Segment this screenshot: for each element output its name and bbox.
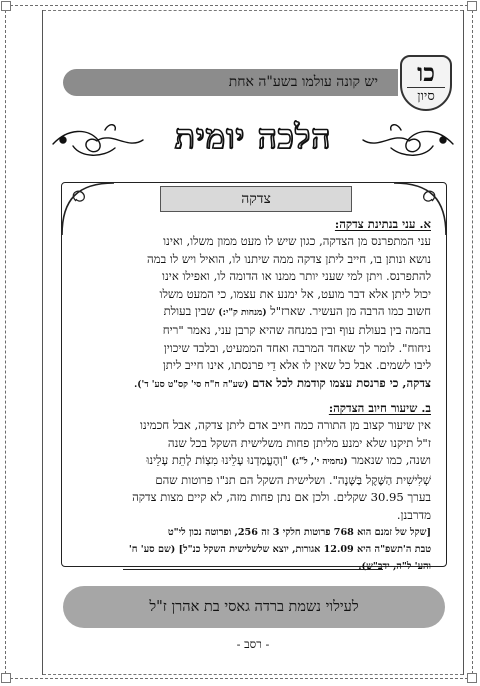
closing-rule: [123, 569, 383, 570]
paragraph-a-text: צדקה, כי פרנסת עצמו קודמת לכל אדם: [252, 375, 431, 390]
source-citation: (שע"ה ח"ח סי' קס"ט סע' ד').: [134, 379, 249, 390]
bracket-note-line: והע' ל"ה, ידב"ש).: [358, 560, 431, 572]
paragraph-a-text: חשוב כמו הרבה מן העשיר. שארז"ל: [270, 304, 431, 319]
frame-corner: [467, 1, 477, 11]
top-rule: [43, 10, 463, 11]
date-badge: [400, 55, 452, 111]
paragraph-a-line: ליבו לשמים. אבל כל שאין לו אלא דֵי פרנסתו, אינו חייב ליתן: [162, 358, 431, 373]
paragraph-a-line: [85, 303, 431, 322]
paragraph-a-line: עני המתפרנס מן הצדקה, כגון שיש לו מעט ממון משלו, ואינו: [163, 234, 431, 249]
paragraph-b-text: ושנה, כמו שנאמר: [351, 453, 431, 468]
paragraph-a-line: יכול ליתן אלא דבר מועט, אל ימנע את עצמו, כי המעט משלו: [159, 286, 431, 301]
paragraph-b-heading: ב. שיעור חיוב הצדקה:: [328, 401, 431, 416]
halacha-body: [85, 216, 431, 575]
main-title: הלכה יומית: [174, 117, 332, 156]
frame-corner: [1, 673, 11, 683]
date-day: כו: [417, 58, 435, 87]
bottom-border: [43, 674, 463, 675]
motto-bar: [63, 69, 398, 96]
section-title: צדקה: [160, 186, 352, 212]
paragraph-b-text: "וְהֶעֱמַדְנוּ עָלֵינוּ מִצְוֹת לָתֵת עָלֵינוּ: [146, 453, 288, 468]
paragraph-b-line: ז"ל תיקנו שלא ימנע מליתן פחות משלישית השקל בכל שנה: [167, 435, 431, 450]
paragraph-a-line: נושא ונותן בו, חייב ליתן צדקה ממה שיתנו לו, הואיל ויש לו במה: [147, 251, 431, 266]
paragraph-b-line: אין שיעור קצוב מן התורה כמה חייב אדם ליתן צדקה, אבל חכמינו: [139, 418, 431, 433]
paragraph-a-line: להתפרנס. ויתן למי שעני יותר ממנו או הדומה לו, ואפילו אינו: [162, 269, 431, 284]
dedication-text: לעילוי נשמת ברדה גאסי בת אהרן ז"ל: [149, 599, 359, 615]
page: [42, 10, 464, 675]
frame-corner: [1, 1, 11, 11]
paragraph-b-line: שְׁלִישִׁית הַשֶּׁקֶל בַּשָּׁנָה". ושלישית השקל הם תנ"ו פרוטות שהם: [155, 472, 431, 487]
paragraph-a-heading: א. עני בנתינת צדקה:: [334, 217, 431, 231]
bracket-note-line: טבת ה'תשפ"ה היא 12.09 אגורות, יוצא שלשלישית השקל כנ"ל] (שם סע' ח': [128, 543, 431, 555]
paragraph-b-line: בערך 30.95 שקלים. ולכן אם נתן פחות מזה, לא קיים מצות צדקה: [132, 490, 431, 505]
page-number: - רסב -: [236, 637, 270, 651]
paragraph-a-line: [85, 375, 431, 394]
date-month: סיון: [417, 89, 435, 104]
paragraph-a-line: בהמה בין בעולת עוף ובין במנחה שהיא קרבן עני, נאמר "ריח: [162, 323, 431, 338]
paragraph-a-text: שבין בעולת: [163, 304, 215, 319]
paragraph-a-line: ניחוח". לומר לך שאחד המרבה ואחד הממעיט, ובלבד שיכוין: [163, 340, 431, 355]
frame-corner: [467, 673, 477, 683]
paragraph-b-line: מדרבנן.: [396, 507, 431, 522]
bracket-note-line: [שקל של זמנם הוא 768 פרוטות חלקי 3 זה 256, ופרוטה נכון לי"ט: [167, 526, 431, 538]
title-banner: [43, 110, 463, 168]
dedication-banner: [63, 586, 445, 628]
source-citation: (נחמיה י', ל"ג): [291, 457, 348, 468]
paragraph-b-line: [85, 452, 431, 471]
motto-text: יש קונה עולמו בשע"ה אחת: [228, 74, 378, 90]
source-citation: (מנחות ק"י:): [218, 308, 267, 319]
